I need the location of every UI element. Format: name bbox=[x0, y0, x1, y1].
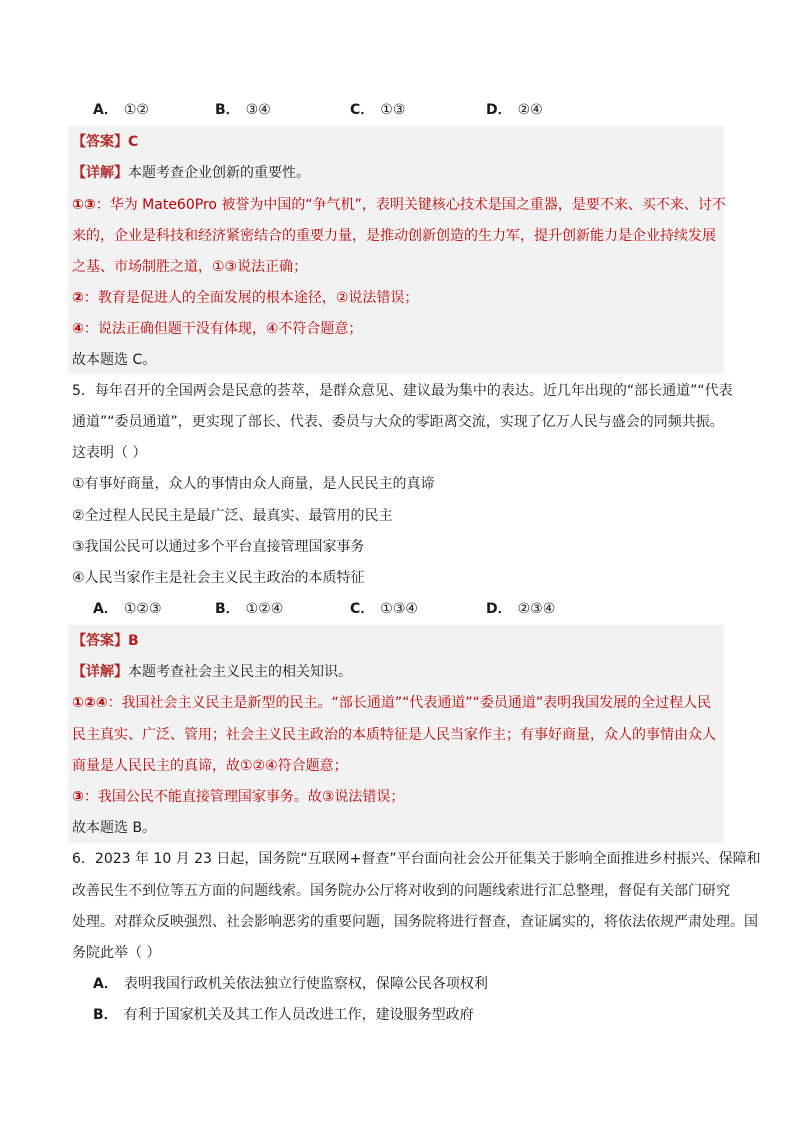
q5-statement-2: ②全过程人民民主是最广泛、最真实、最管用的民主 bbox=[72, 508, 393, 524]
q4-answer bbox=[72, 132, 138, 152]
option-text: ①②④ bbox=[245, 601, 284, 617]
option-text: ①③ bbox=[380, 102, 406, 118]
q4-option-c[interactable] bbox=[350, 100, 405, 120]
q4-option-a[interactable] bbox=[93, 100, 149, 120]
option-key: D． bbox=[486, 102, 512, 118]
detail-label: 【详解】 bbox=[72, 664, 128, 680]
q5-option-c[interactable] bbox=[350, 599, 418, 619]
analysis-mark: ①③ bbox=[72, 197, 96, 213]
option-key: A． bbox=[93, 976, 118, 992]
option-text: ①② bbox=[123, 102, 149, 118]
analysis-text: ：华为 Mate60Pro 被誉为中国的“争气机”，表明关键核心技术是国之重器，是要不来、买不来、讨不 bbox=[95, 197, 726, 213]
q5-analysis-1-line-1 bbox=[72, 693, 711, 713]
q5-statement-3: ③我国公民可以通过多个平台直接管理国家事务 bbox=[72, 539, 365, 555]
detail-label: 【详解】 bbox=[72, 165, 128, 181]
q6-option-b[interactable] bbox=[93, 1005, 474, 1025]
q4-detail bbox=[72, 163, 310, 183]
option-text: ②③④ bbox=[517, 601, 556, 617]
q5-statement-1: ①有事好商量，众人的事情由众人商量，是人民民主的真谛 bbox=[72, 476, 435, 492]
analysis-text: ：说法正确但题干没有体现，④不符合题意； bbox=[83, 321, 363, 337]
q5-stem-line-1: 5．每年召开的全国两会是民意的荟萃，是群众意见、建议最为集中的表达。近几年出现的“部长通道”“代表 bbox=[72, 383, 733, 399]
q4-analysis-2 bbox=[72, 288, 418, 308]
q4-option-d[interactable] bbox=[486, 100, 543, 120]
q4-analysis-3 bbox=[72, 319, 362, 339]
q5-option-d[interactable] bbox=[486, 599, 555, 619]
q5-detail bbox=[72, 662, 352, 682]
option-key: A． bbox=[93, 601, 118, 617]
q5-conclusion: 故本题选 B。 bbox=[72, 820, 157, 836]
option-key: B． bbox=[215, 102, 240, 118]
option-key: A． bbox=[93, 102, 118, 118]
analysis-mark: ③ bbox=[72, 789, 84, 805]
q5-answer bbox=[72, 631, 139, 651]
option-text: ②④ bbox=[517, 102, 543, 118]
analysis-text: ：教育是促进人的全面发展的根本途径，②说法错误； bbox=[83, 290, 419, 306]
q5-analysis-1-line-3: 商量是人民民主的真谛，故①②④符合题意； bbox=[72, 758, 348, 774]
option-key: C． bbox=[350, 601, 375, 617]
q4-option-b[interactable] bbox=[215, 100, 271, 120]
answer-label: 【答案】 bbox=[72, 134, 128, 150]
option-key: C． bbox=[350, 102, 375, 118]
option-text: ①③④ bbox=[380, 601, 418, 617]
q6-option-a[interactable] bbox=[93, 974, 488, 994]
analysis-mark: ② bbox=[72, 290, 84, 306]
answer-value: B bbox=[128, 633, 139, 649]
option-text: 表明我国行政机关依法独立行使监察权，保障公民各项权利 bbox=[123, 976, 488, 992]
option-text: ③④ bbox=[245, 102, 271, 118]
q5-statement-4: ④人民当家作主是社会主义民主政治的本质特征 bbox=[72, 570, 365, 586]
answer-label: 【答案】 bbox=[72, 633, 128, 649]
option-key: B． bbox=[215, 601, 240, 617]
analysis-mark: ①②④ bbox=[72, 695, 108, 711]
q6-stem-line-2: 改善民生不到位等五方面的问题线索。国务院办公厅将对收到的问题线索进行汇总整理，督促有关部门研究 bbox=[72, 883, 730, 899]
q4-conclusion: 故本题选 C。 bbox=[72, 352, 157, 368]
analysis-mark: ④ bbox=[72, 321, 84, 337]
q6-stem-line-1: 6．2023 年 10 月 23 日起，国务院“互联网+督查”平台面向社会公开征集关于影响全面推进乡村振兴、保障和 bbox=[72, 851, 761, 867]
q5-stem-line-2: 通道”“委员通道”，更实现了部长、代表、委员与大众的零距离交流，实现了亿万人民与盛会的同频共振。 bbox=[72, 414, 724, 430]
q5-option-a[interactable] bbox=[93, 599, 162, 619]
option-key: D． bbox=[486, 601, 512, 617]
option-text: 有利于国家机关及其工作人员改进工作，建设服务型政府 bbox=[123, 1007, 474, 1023]
analysis-text: ：我国社会主义民主是新型的民主。“部长通道”“代表通道”“委员通道”表明我国发展的全过程人民 bbox=[107, 695, 712, 711]
q5-stem-line-3: 这表明（ ） bbox=[72, 445, 147, 461]
q5-analysis-1-line-2: 民主真实、广泛、管用；社会主义民主政治的本质特征是人民当家作主；有事好商量，众人的事情由众人 bbox=[72, 727, 716, 743]
q6-stem-line-3: 处理。对群众反映强烈、社会影响恶劣的重要问题，国务院将进行督查，查证属实的，将依法依规严肃处理。国 bbox=[72, 914, 758, 930]
detail-intro: 本题考查社会主义民主的相关知识。 bbox=[128, 664, 352, 680]
option-text: ①②③ bbox=[123, 601, 162, 617]
answer-value: C bbox=[128, 134, 139, 150]
q4-analysis-1-line-3: 之基、市场制胜之道，①③说法正确； bbox=[72, 259, 308, 275]
option-key: B． bbox=[93, 1007, 118, 1023]
q4-analysis-1-line-2: 来的，企业是科技和经济紧密结合的重要力量，是推动创新创造的生力军，提升创新能力是企业持续发展 bbox=[72, 228, 716, 244]
detail-intro: 本题考查企业创新的重要性。 bbox=[128, 165, 310, 181]
q5-analysis-2 bbox=[72, 787, 404, 807]
q5-option-b[interactable] bbox=[215, 599, 283, 619]
q6-stem-line-4: 务院此举（ ） bbox=[72, 945, 161, 961]
analysis-text: ：我国公民不能直接管理国家事务。故③说法错误； bbox=[83, 789, 405, 805]
q4-analysis-1-line-1 bbox=[72, 195, 726, 215]
